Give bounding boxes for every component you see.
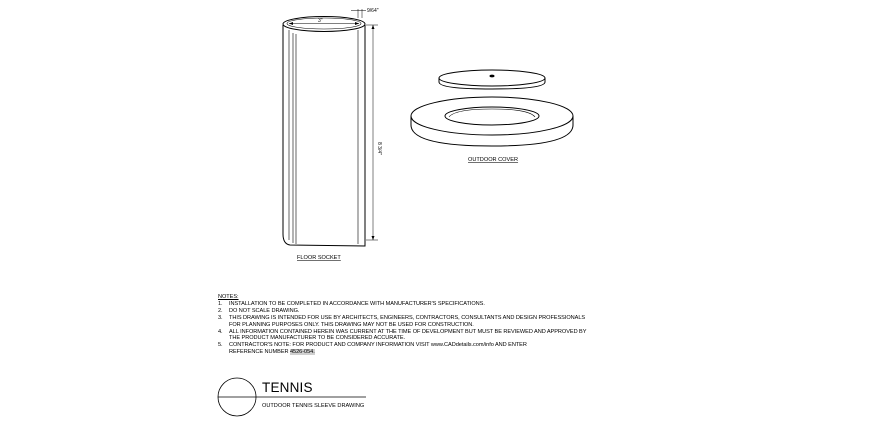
outdoor-cover-label: OUTDOOR COVER [468, 157, 519, 163]
note-number: 4. [218, 328, 223, 335]
note-continuation: THE PRODUCT MANUFACTURER TO BE CONSIDERED ACCURATE. [229, 335, 406, 342]
reference-number: 4526-054. [290, 349, 315, 356]
note-number: 5. [218, 342, 223, 349]
dim-height: 8 3/4" [376, 142, 382, 155]
outdoor-cover-drawing [411, 70, 573, 146]
reference-prefix: REFERENCE NUMBER [229, 349, 290, 356]
note-text: THIS DRAWING IS INTENDED FOR USE BY ARCHITECTS, ENGINEERS, CONTRACTORS, CONSULTANTS AND DESIGN PROFESSIONALS [229, 314, 586, 321]
reference-line [218, 349, 638, 356]
note-text: INSTALLATION TO BE COMPLETED IN ACCORDANCE WITH MANUFACTURER'S SPECIFICATIONS. [229, 300, 485, 307]
title-subtitle: OUTDOOR TENNIS SLEEVE DRAWING [262, 403, 365, 409]
note-text: CONTRACTOR'S NOTE: FOR PRODUCT AND COMPANY INFORMATION VISIT www.CADdetails.com/info AND ENTER [229, 342, 527, 349]
note-item [218, 329, 638, 336]
note-text: ALL INFORMATION CONTAINED HEREIN WAS CURRENT AT THE TIME OF DEVELOPMENT BUT MUST BE REVIEWED AND APPROVED BY [229, 328, 587, 335]
note-item [218, 315, 638, 322]
title-name: TENNIS [262, 380, 313, 395]
note-number: 3. [218, 314, 223, 321]
note-item [218, 308, 638, 315]
note-item [218, 301, 638, 308]
floor-socket-label: FLOOR SOCKET [297, 255, 341, 261]
title-block [216, 376, 396, 416]
note-item [218, 342, 638, 349]
note-text: DO NOT SCALE DRAWING. [229, 307, 300, 314]
note-number: 2. [218, 307, 223, 314]
dim-diameter: 3" [318, 18, 323, 24]
note-continuation: FOR PLANNING PURPOSES ONLY. THIS DRAWING MAY NOT BE USED FOR CONSTRUCTION. [229, 321, 474, 328]
notes-block [218, 294, 638, 356]
notes-heading: NOTES: [218, 294, 239, 300]
note-number: 1. [218, 300, 223, 307]
dim-wall-thickness: 9/64" [367, 8, 379, 14]
floor-socket-drawing [283, 9, 378, 246]
